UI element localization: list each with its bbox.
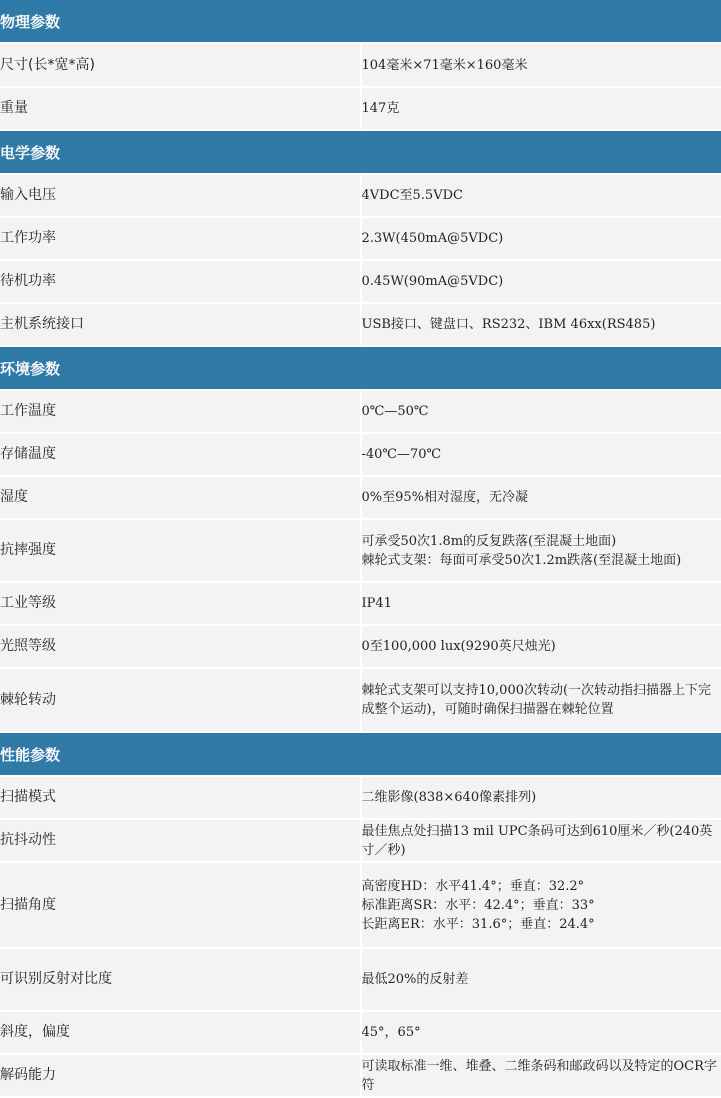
row-value xyxy=(361,776,721,819)
table-row xyxy=(0,1011,721,1054)
row-value xyxy=(361,390,721,433)
row-value-line: 长距离ER：水平：31.6°；垂直：24.4° xyxy=(362,915,721,934)
row-value xyxy=(361,582,721,625)
row-value-line: 2.3W(450mA@5VDC) xyxy=(362,229,721,248)
row-value-line: IP41 xyxy=(362,594,721,613)
row-label: 扫描角度 xyxy=(0,862,361,948)
row-label: 可识别反射对比度 xyxy=(0,948,361,1011)
row-value xyxy=(361,43,721,87)
row-label: 工作温度 xyxy=(0,390,361,433)
row-value-line: 二维影像(838×640像素排列) xyxy=(362,788,721,807)
table-row xyxy=(0,519,721,582)
row-value xyxy=(361,668,721,732)
table-row xyxy=(0,1054,721,1097)
table-row xyxy=(0,87,721,130)
row-value xyxy=(361,217,721,260)
row-value xyxy=(361,819,721,862)
row-value-line: USB接口、键盘口、RS232、IBM 46xx(RS485) xyxy=(362,315,721,334)
row-label: 扫描模式 xyxy=(0,776,361,819)
row-label: 斜度，偏度 xyxy=(0,1011,361,1054)
row-value-line: 0%至95%相对湿度，无冷凝 xyxy=(362,488,721,507)
row-value-line: 0至100,000 lux(9290英尺烛光) xyxy=(362,637,721,656)
row-value-line: 可读取标准一维、堆叠、二维条码和邮政码以及特定的OCR字符 xyxy=(362,1057,721,1095)
section-header-row xyxy=(0,732,721,776)
table-row xyxy=(0,582,721,625)
row-value xyxy=(361,519,721,582)
row-value-line: 147克 xyxy=(362,99,721,118)
row-value-line: 标准距离SR：水平：42.4°；垂直：33° xyxy=(362,896,721,915)
table-row xyxy=(0,668,721,732)
row-label: 解码能力 xyxy=(0,1054,361,1097)
row-value-line: 0.45W(90mA@5VDC) xyxy=(362,272,721,291)
row-value xyxy=(361,260,721,303)
row-value-line: -40℃—70℃ xyxy=(362,445,721,464)
row-value xyxy=(361,948,721,1011)
row-label: 光照等级 xyxy=(0,625,361,668)
row-label: 主机系统接口 xyxy=(0,303,361,346)
section-title: 性能参数 xyxy=(0,732,721,776)
section-header-row xyxy=(0,130,721,174)
row-value-line: 最低20%的反射差 xyxy=(362,970,721,989)
row-value-line: 45°，65° xyxy=(362,1023,721,1042)
table-row xyxy=(0,776,721,819)
row-label: 工作功率 xyxy=(0,217,361,260)
section-title: 物理参数 xyxy=(0,0,721,43)
row-value xyxy=(361,625,721,668)
row-value xyxy=(361,87,721,130)
row-label: 存储温度 xyxy=(0,433,361,476)
row-value-line: 最佳焦点处扫描13 mil UPC条码可达到610厘米／秒(240英寸／秒) xyxy=(362,822,721,860)
row-value xyxy=(361,862,721,948)
table-row xyxy=(0,433,721,476)
row-label: 重量 xyxy=(0,87,361,130)
row-value-line: 棘轮式支架：每面可承受50次1.2m跌落(至混凝土地面) xyxy=(362,551,721,570)
row-value-line: 0℃—50℃ xyxy=(362,402,721,421)
row-label: 湿度 xyxy=(0,476,361,519)
row-value-line: 棘轮式支架可以支持10,000次转动(一次转动指扫描器上下完成整个运动)，可随时确保扫描器在棘轮位置 xyxy=(362,681,721,719)
row-value-line: 4VDC至5.5VDC xyxy=(362,186,721,205)
table-row xyxy=(0,43,721,87)
row-label: 输入电压 xyxy=(0,174,361,217)
row-value xyxy=(361,1054,721,1097)
row-value xyxy=(361,433,721,476)
row-label: 尺寸(长*宽*高) xyxy=(0,43,361,87)
row-value xyxy=(361,303,721,346)
table-row xyxy=(0,948,721,1011)
row-value xyxy=(361,1011,721,1054)
table-row xyxy=(0,476,721,519)
row-value xyxy=(361,476,721,519)
table-row xyxy=(0,303,721,346)
row-value xyxy=(361,174,721,217)
section-title: 电学参数 xyxy=(0,130,721,174)
row-value-line: 104毫米×71毫米×160毫米 xyxy=(362,56,721,75)
table-row xyxy=(0,390,721,433)
row-label: 抗摔强度 xyxy=(0,519,361,582)
section-header-row xyxy=(0,0,721,43)
row-value-line: 可承受50次1.8m的反复跌落(至混凝土地面) xyxy=(362,532,721,551)
row-label: 棘轮转动 xyxy=(0,668,361,732)
table-row xyxy=(0,862,721,948)
row-label: 工业等级 xyxy=(0,582,361,625)
row-value-line: 高密度HD：水平41.4°；垂直：32.2° xyxy=(362,877,721,896)
table-row xyxy=(0,819,721,862)
table-row xyxy=(0,174,721,217)
table-row xyxy=(0,625,721,668)
row-label: 待机功率 xyxy=(0,260,361,303)
table-row xyxy=(0,260,721,303)
section-header-row xyxy=(0,346,721,390)
row-label: 抗抖动性 xyxy=(0,819,361,862)
table-row xyxy=(0,217,721,260)
section-title: 环境参数 xyxy=(0,346,721,390)
